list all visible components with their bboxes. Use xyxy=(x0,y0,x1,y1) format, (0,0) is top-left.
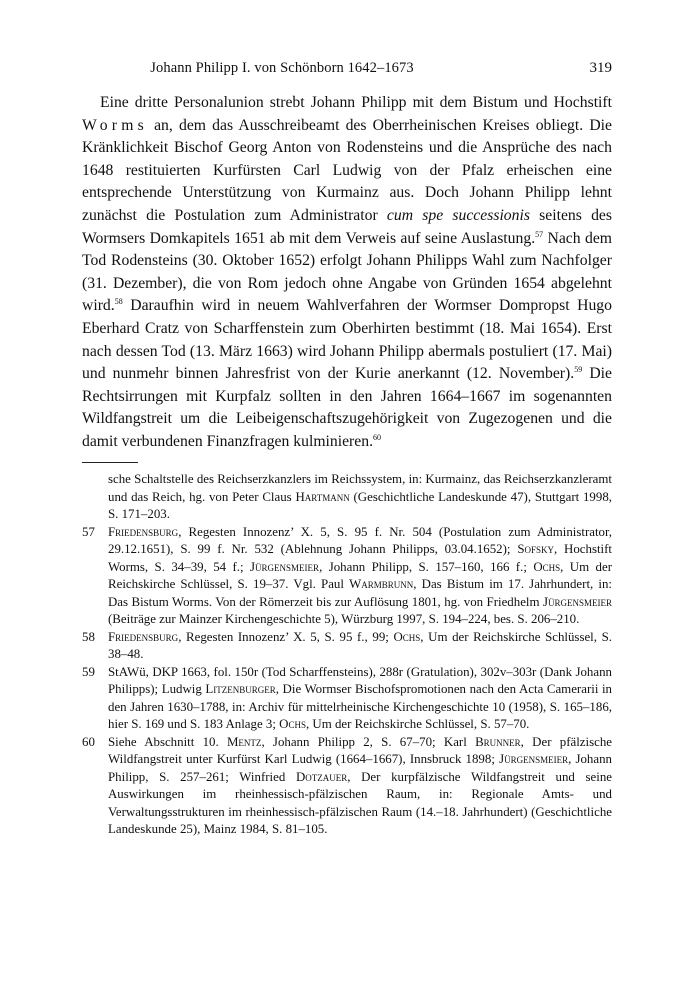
text-run: , Johann Philipp 2, S. 67–70; Karl xyxy=(261,734,476,749)
footnote-body xyxy=(108,629,612,664)
text-run: , Johann Philipp, S. 157–160, 166 f.; xyxy=(319,559,534,574)
text-run: Nach dem Tod Rodensteins (30. Oktober 1652) erfolgt Johann Philipps Wahl zum Nachfolger (31. Dezember), die von Rom jedoch ohne Angabe von Gründen 1654 abgelehnt wird. xyxy=(82,229,613,315)
spaced-place-name: Worms xyxy=(82,116,148,134)
text-run: , Hochstift Worms, S. 34–39, 54 f.; xyxy=(108,542,613,574)
author-name: Jürgensmeier xyxy=(542,594,612,609)
footnote-58 xyxy=(82,629,612,664)
text-run: Siehe Abschnitt 10. xyxy=(108,734,227,749)
footnote-body xyxy=(108,664,612,734)
running-title: Johann Philipp I. von Schönborn 1642–1673 xyxy=(150,60,414,76)
page-header xyxy=(82,60,612,82)
text-run: seitens des Wormsers Domkapitels 1651 ab mit dem Verweis auf seine Auslastung. xyxy=(82,206,612,247)
text-run: (Beiträge zur Mainzer Kirchengeschichte 5), Würzburg 1997, S. 194–224, bes. S. 206–210. xyxy=(108,612,580,626)
text-run: , Die Wormser Bischofspromotionen nach den Acta Camerarii in den Jahren 1630–1788, in: Archiv für mittelrheinische Kirchengeschichte 10 (1958), S. 165–186, hier S. 169 und S. 183 Anlage 3; xyxy=(108,682,613,731)
text-run: , Um der Reichskirche Schlüssel, S. 57–70. xyxy=(305,717,530,731)
text-run: StAWü, DKP 1663, fol. 150r (Tod Scharffensteins), 288r (Gratulation), 302v–303r (Dank Johann Philipps); Ludwig xyxy=(108,664,612,696)
footnote-60 xyxy=(82,734,612,839)
text-run: , Regesten Innozenz’ X. 5, S. 95 f. Nr. 504 (Postulation zum Administrator, 29.12.1651), S. 99 f. Nr. 532 (Ablehnung Johann Philipps, 03.04.1652); xyxy=(108,524,612,556)
footnote-number-blank xyxy=(82,471,108,524)
footnote-body xyxy=(108,734,612,839)
text-run: , Johann Philipp, S. 257–261; Winfried xyxy=(108,752,612,784)
text-run: , Der kurpfälzische Wildfangstreit und seine Auswirkungen im rheinhessisch-pfälzischen Raum, in: Regionale Amts- und Verwaltungsstrukturen im rheinhessisch-pfälzischen Raum (14.–18. Jahrhundert) (Geschichtliche Landeskunde 25), Mainz 1984, S. 81–105. xyxy=(108,769,612,836)
footnote-ref-59[interactable]: 59 xyxy=(574,365,583,375)
author-name: Ochs xyxy=(279,717,306,731)
footnote-separator xyxy=(82,462,138,463)
author-name: Jürgensmeier xyxy=(250,559,320,574)
text-run: Daraufhin wird in neuem Wahlverfahren der Wormser Dompropst Hugo Eberhard Cratz von Scharffenstein zum Oberhirten bestimmt (18. Mai 1654). Erst nach dessen Tod (13. März 1663) wird Johann Philipp abermals postuliert (17. Mai) und nunmehr binnen Jahresfrist von der Kurie anerkannt (12. November). xyxy=(82,297,612,383)
author-name: Mentz xyxy=(226,734,262,749)
text-run: (Geschichtliche Landeskunde 47), Stuttgart 1998, S. 171–203. xyxy=(108,489,612,521)
text-run: , Der pfälzische Wildfangstreit unter Kurfürst Karl Ludwig (1664–1667), Innsbruck 1898; xyxy=(108,734,612,766)
author-name: Warmbrunn xyxy=(349,577,414,591)
footnote-ref-58[interactable]: 58 xyxy=(114,297,123,307)
text-run: an, dem das Ausschreibeamt des Oberrheinischen Kreises obliegt. Die Kränklichkeit Bischof Georg Anton von Rodensteins und die Ansprüche des nach 1648 restituierten Kurfürsten Carl Ludwig von der Pfalz erheischen eine entsprechende Unterstützung von Kurmainz aus. Doch Johann Philipp lehnt zunächst die Postulation zum Administrator xyxy=(82,116,612,224)
text-run: , Um der Reichskirche Schlüssel, S. 19–37. Vgl. Paul xyxy=(108,559,612,591)
footnote-ref-60[interactable]: 60 xyxy=(373,432,381,442)
main-text xyxy=(82,92,612,454)
author-name: Friedensburg xyxy=(108,629,179,644)
text-run: Die Rechtsirrungen mit Kurpfalz sollten in den Jahren 1664–1667 im sogenannten Wildfangstreit um die Leibeigenschaftszugehörigkeit von Zugezogenen und die damit verbundenen Finanzfragen kulminieren. xyxy=(82,365,612,450)
author-name: Ochs xyxy=(393,629,421,644)
author-name: Dotzauer xyxy=(295,769,348,784)
main-paragraph xyxy=(82,92,612,454)
footnote-number: 57 xyxy=(82,524,95,539)
text-run: , Um der Reichskirche Schlüssel, S. 38–48. xyxy=(108,629,612,661)
author-name: Brunner xyxy=(475,734,521,749)
text-run: , Das Bistum im 17. Jahrhundert, in: Das Bistum Worms. Von der Römerzeit bis zur Auflösung 1801, hg. von Friedhelm xyxy=(108,577,612,609)
text-run: , Regesten Innozenz’ X. 5, S. 95 f., 99; xyxy=(178,629,394,644)
footnote-57 xyxy=(82,524,612,629)
footnote-number: 59 xyxy=(82,664,95,679)
footnote-body xyxy=(108,471,612,524)
author-name: Sofsky xyxy=(517,542,554,556)
text-run: sche Schaltstelle des Reichserzkanzlers im Reichssystem, in: Kurmainz, das Reichserzkanzleramt und das Reich, hg. von Peter Claus xyxy=(108,472,612,504)
footnote-ref-57[interactable]: 57 xyxy=(535,229,544,239)
footnote-body xyxy=(108,524,612,629)
author-name: Hartmann xyxy=(295,489,350,504)
author-name: Jürgensmeier xyxy=(499,752,569,766)
author-name: Ochs xyxy=(533,559,561,574)
footnote-59 xyxy=(82,664,612,734)
italic-phrase: cum spe successionis xyxy=(386,206,530,224)
footnotes xyxy=(82,471,612,839)
author-name: Litzenburger xyxy=(205,682,276,696)
footnote-continuation xyxy=(82,471,612,524)
author-name: Friedensburg xyxy=(108,524,179,539)
page-number: 319 xyxy=(589,60,612,76)
text-run: Eine dritte Personalunion strebt Johann Philipp mit dem Bistum und Hochstift xyxy=(100,94,612,111)
footnote-number: 58 xyxy=(82,629,95,644)
footnote-number: 60 xyxy=(82,734,95,749)
